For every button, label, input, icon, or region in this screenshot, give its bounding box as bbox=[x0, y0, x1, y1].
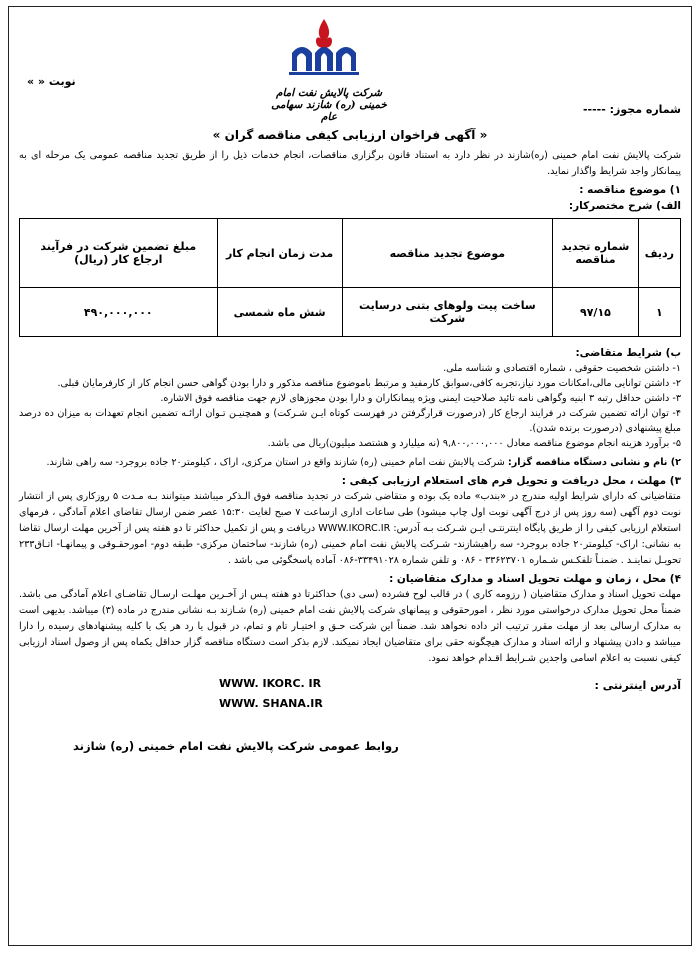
website-link-ikorc[interactable]: WWW. IKORC. IR bbox=[219, 677, 322, 690]
table-cell: ۴۹۰,۰۰۰,۰۰۰ bbox=[20, 288, 218, 337]
section4-text: مهلت تحویل اسناد و مدارک متقاضیان ( رزومه کاری ) در قالب لوح فشرده (سی دی) حداکثرتا دو هفته پـس از آخـرین مهلـت ارسـال تقاضـای اعلام آمادگی می باشد. ضمناً محل تحویل مدارک درخواستی مورد نظر ، امورحقوقی و پیمانهای شرکت پالایش نفت امام خمینی (ره) شـازند بـه نشانی مندرج در ماده (۳) میباشد. بدیهی است به مدارک ارسالی بعد از مهلت مقرر ترتیب اثر داده نخواهد شد. ضمناً این شرکت حـق و اختیـار تام و تمام، در قبول یا رد هر یک یا کلیه پیشنهادهای رسیده را دارا میباشد و دادن پیشنهاد و ارائه اسناد و مدارک هیچگونه حقی برای متقاضیان ایجاد نمیکند. لازم بذکر است دستگاه مناقصه گزار حداقل یکماه پس از وصول اسناد ارزیابی کیفی نسبت به اعلام اسامی واجدین شـرایط اقـدام خواهد نمود. bbox=[19, 589, 681, 664]
section1-subtitle: الف) شرح مختصرکار: bbox=[568, 200, 681, 212]
table-header: موضوع تجدید مناقصه bbox=[342, 219, 552, 288]
table-cell: ساخت پیت ولوهای بتنی درسایت شرکت bbox=[342, 288, 552, 337]
address-block bbox=[19, 677, 681, 737]
section3-text: متقاضیانی که دارای شرایط اولیه مندرج در «بندب» ماده یک بوده و متقاضی شرکت در تجدید مناقصه فوق الـذکر میباشند میتوانند بـه مـدت ۵ روزکاری پس از انتشار نوبت دوم آگهی (سه روز پس از درج آگهی نوبت اول چاپ میشود) طی ساعات اداری ازساعت ۷ صبح لغایت ۱۵:۳۰ عصر ضمن ارسال تقاضای اعلام آمادگی ، فرمهای استعلام ارزیابی کیفی را از طریق پایگاه اینترنتـی ایـن شـرکت بـه آدرس: WWW.IKORC.IR دریافت و پس از تکمیل حداکثر تا دو هفته پس از آخرین مهلت ارسال تقاضا به نشانی: اراک- کیلومتر۲۰ جاده بروجرد- سه راهیشازند- شـرکت پالایش نفت امام خمینی (ره) شازند- ساختمان مرکزی- طبقه دوم- امورحقـوقی و پیمانهـا- اتـاق۲۳۳ تحویـل نماینـد . ضمنـاً تلفکـس شـماره ۳۳۶۲۳۷۰۱ - ۰۸۶ و تلفن شماره ۳۳۴۹۱۰۲۸-۰۸۶ آماده پاسخگوئی می باشد . bbox=[19, 491, 682, 566]
table-header: شماره تجدید مناقصه bbox=[553, 219, 639, 288]
conditions-list bbox=[19, 361, 681, 451]
website-link-shana[interactable]: WWW. SHANA.IR bbox=[219, 697, 323, 710]
header bbox=[19, 7, 681, 123]
tender-notice-page bbox=[8, 6, 692, 946]
section2 bbox=[19, 455, 681, 471]
table-cell: ۱ bbox=[638, 288, 680, 337]
tender-table bbox=[19, 218, 681, 337]
permit-number-label: شماره مجوز: ----- bbox=[582, 103, 681, 116]
table-row bbox=[20, 288, 681, 337]
table-cell: شش ماه شمسی bbox=[217, 288, 342, 337]
section2-text: شرکت پالایش نفت امام خمینی (ره) شازند واقع در استان مرکزی، اراک ، کیلومتر۲۰ جاده بروجرد- سه راهی شازند. bbox=[46, 457, 505, 468]
condition-item: ۵- برآورد هزینه انجام موضوع مناقصه معادل ۹,۸۰۰,۰۰۰,۰۰۰ (نه میلیارد و هشتصد میلیون)ریال می باشد. bbox=[267, 438, 681, 449]
nobat-label: نوبت « » bbox=[27, 75, 76, 88]
address-label: آدرس اینترنتی : bbox=[594, 679, 681, 692]
condition-item: ۴- توان ارائه تضمین شرکت در فرایند ارجاع کار (درصورت قرارگرفتن در فهرست کوتاه ایـن شـرکت) و همچنیـن تـوان ارائـه تضمین انجام تعهدات به میزان ده درصد مبلغ پیشنهادی (درصورت برنده شدن). bbox=[19, 408, 681, 434]
table-header: ردیف bbox=[638, 219, 680, 288]
table-header: مبلغ تضمین شرکت در فرآیند ارجاع کار (ریال) bbox=[20, 219, 218, 288]
condition-item: ۲- داشتن توانایی مالی،امکانات مورد نیاز،تجربه کافی،سوابق کارمفید و مرتبط باموضوع مناقصه مذکور و دارا بودن گواهی حسن انجام کار از کارفرمایان قبلی. bbox=[57, 378, 681, 389]
intro-paragraph: شرکت پالایش نفت امام خمینی (ره)شازند در نظر دارد به استناد قانون برگزاری مناقصات، انجام خدمات ذیل را از طریق تجدید مناقصه عمومی یک مرحله ای به پیمانکار واجد شرایط واگذار نماید. bbox=[19, 150, 681, 177]
ad-title: « آگهی فراخوان ارزیابی کیفی مناقصه گران » bbox=[212, 128, 488, 142]
public-relations-footer: روابط عمومی شرکت پالایش نفت امام خمینی (ره) شازند bbox=[73, 739, 399, 753]
section4-title: ۴) محل ، زمان و مهلت تحویل اسناد و مدارک متقاضیان : bbox=[389, 573, 681, 585]
company-name: شرکت پالایش نفت امام خمینی (ره) شازند سهامی عام bbox=[271, 87, 387, 123]
condition-item: ۳- داشتن حداقل رتبه ۳ ابنیه وگواهی نامه تائید صلاحیت ایمنی ویژه پیمانکاران و دارا بودن مجوزهای لازم جهت مناقصه فوق الاشاره. bbox=[160, 393, 681, 404]
company-logo-icon bbox=[284, 15, 364, 77]
table-cell: ۹۷/۱۵ bbox=[553, 288, 639, 337]
section1-title: ۱) موضوع مناقصه : bbox=[579, 184, 681, 196]
condition-item: ۱- داشتن شخصیت حقوقی ، شماره اقتصادی و شناسه ملی. bbox=[443, 363, 681, 374]
table-header: مدت زمان انجام کار bbox=[217, 219, 342, 288]
section3-title: ۳) مهلت ، محل دریافت و تحویل فرم های استعلام ارزیابی کیفی : bbox=[341, 475, 681, 487]
section2-title: ۲) نام و نشانی دستگاه مناقصه گزار: bbox=[507, 457, 681, 468]
section-b-title: ب) شرایط متقاضی: bbox=[575, 347, 681, 359]
